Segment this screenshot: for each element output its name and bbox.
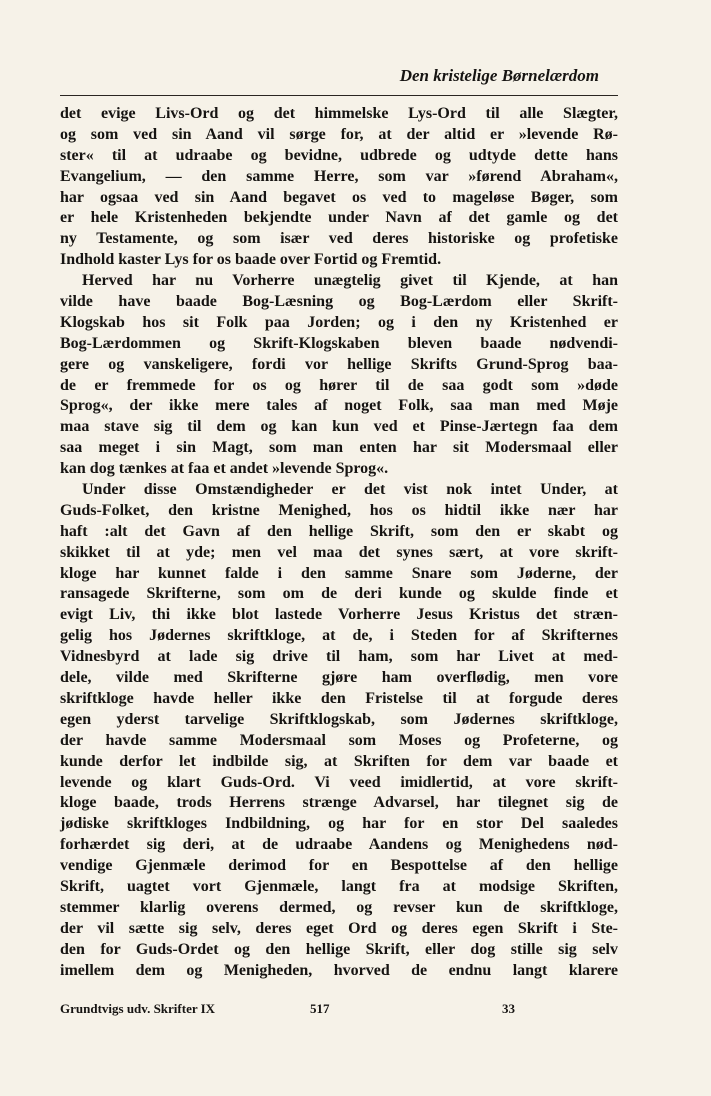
text-line: Sprog«, der ikke mere tales af noget Folk, saa man med Møje	[60, 397, 618, 415]
page-footer	[60, 1001, 618, 1019]
text-line: evigt Liv, thi ikke blot lastede Vorherre Jesus Kristus det stræn-	[60, 606, 618, 624]
text-line: har ogsaa ved sin Aand begavet os ved to mageløse Bøger, som	[60, 188, 618, 206]
text-line: den for Guds-Ordet og den hellige Skrift, eller dog stille sig selv	[60, 940, 618, 958]
running-header: Den kristelige Børnelærdom	[399, 66, 599, 85]
footer-page-number: 33	[502, 1001, 515, 1016]
text-line: vilde have baade Bog-Læsning og Bog-Lærdom eller Skrift-	[60, 293, 618, 311]
text-line: egen yderst tarvelige Skriftklogskab, som Jødernes skriftkloge,	[60, 710, 618, 728]
text-line: det evige Livs-Ord og det himmelske Lys-Ord til alle Slægter,	[60, 105, 618, 122]
text-line: maa stave sig til dem og kan kun ved et Pinse-Jærtegn faa dem	[60, 418, 618, 436]
text-line: vendige Gjenmæle derimod for en Bespottelse af den hellige	[60, 857, 618, 875]
text-line: jødiske skriftkloges Indbildning, og har for en stor Del saaledes	[60, 815, 618, 833]
text-line: kunde derfor let indbilde sig, at Skriften for dem var baade et	[60, 752, 618, 770]
text-line: Klogskab hos sit Folk paa Jorden; og i den ny Kristenhed er	[60, 313, 618, 331]
text-line: kloge baade, trods Herrens strænge Advarsel, har tilegnet sig de	[60, 794, 618, 812]
text-line: saa meget i sin Magt, som man enten har sit Modersmaal eller	[60, 439, 618, 457]
text-line: kan dog tænkes at faa et andet »levende Sprog«.	[60, 460, 389, 478]
text-line: Herved har nu Vorherre unægtelig givet til Kjende, at han	[82, 272, 618, 290]
text-line: de er fremmede for os og hører til de saa godt som »døde	[60, 376, 618, 394]
text-line: gelig hos Jødernes skriftkloge, at de, i Steden for af Skrifternes	[60, 627, 618, 645]
text-line: Guds-Folket, den kristne Menighed, hos os hidtil ikke nær har	[60, 501, 618, 519]
text-line: haft :alt det Gavn af den hellige Skrift, som den er skabt og	[60, 522, 618, 540]
text-line: ny Testamente, og som især ved deres historiske og profetiske	[60, 230, 618, 248]
text-line: der vil sætte sig selv, deres eget Ord og deres egen Skrift i Ste-	[60, 919, 618, 937]
text-line: er hele Kristenheden bekjendte under Navn af det gamle og det	[60, 209, 618, 227]
text-line: Bog-Lærdommen og Skrift-Klogskaben bleven baade nødvendi-	[60, 334, 618, 352]
text-line: skikket til at yde; men vel maa det synes sært, at vore skrift-	[60, 543, 618, 561]
text-line: Skrift, uagtet vort Gjenmæle, langt fra at modsige Skriften,	[60, 877, 618, 895]
text-line: ster« til at udraabe og bevidne, udbrede og udtyde dette hans	[60, 146, 618, 164]
text-line: gere og vanskeligere, fordi vor hellige Skrifts Grund-Sprog baa-	[60, 355, 618, 373]
header-rule	[60, 95, 618, 96]
body-text	[60, 104, 618, 981]
text-line: levende og klart Guds-Ord. Vi veed imidlertid, at vore skrift-	[60, 773, 618, 791]
text-line: stemmer klarlig overens dermed, og revser kun de skriftkloge,	[60, 898, 618, 916]
text-line: Under disse Omstændigheder er det vist nok intet Under, at	[82, 481, 618, 499]
text-line: dele, vilde med Skrifterne gjøre ham overflødig, men vore	[60, 669, 618, 687]
text-line: og som ved sin Aand vil sørge for, at der altid er »levende Rø-	[60, 125, 618, 143]
footer-source: Grundtvigs udv. Skrifter IX	[60, 1001, 216, 1016]
footer-column-number: 517	[310, 1001, 330, 1016]
text-line: skriftkloge havde heller ikke den Fristelse til at forgude deres	[60, 689, 618, 707]
text-line: imellem dem og Menigheden, hvorved de endnu langt klarere	[60, 961, 618, 979]
text-line: Vidnesbyrd at lade sig drive til ham, som har Livet at med-	[60, 648, 618, 666]
text-line: ransagede Skrifterne, som om de deri kunde og skulde finde et	[60, 585, 618, 603]
text-line: kloge har kunnet falde i den samme Snare som Jøderne, der	[60, 564, 618, 582]
text-line: Indhold kaster Lys for os baade over Fortid og Fremtid.	[60, 251, 442, 269]
text-line: forhærdet sig deri, at de udraabe Aandens og Menighedens nød-	[60, 836, 618, 854]
text-line: Evangelium, — den samme Herre, som var »førend Abraham«,	[60, 167, 618, 185]
text-line: der havde samme Modersmaal som Moses og Profeterne, og	[60, 731, 618, 749]
